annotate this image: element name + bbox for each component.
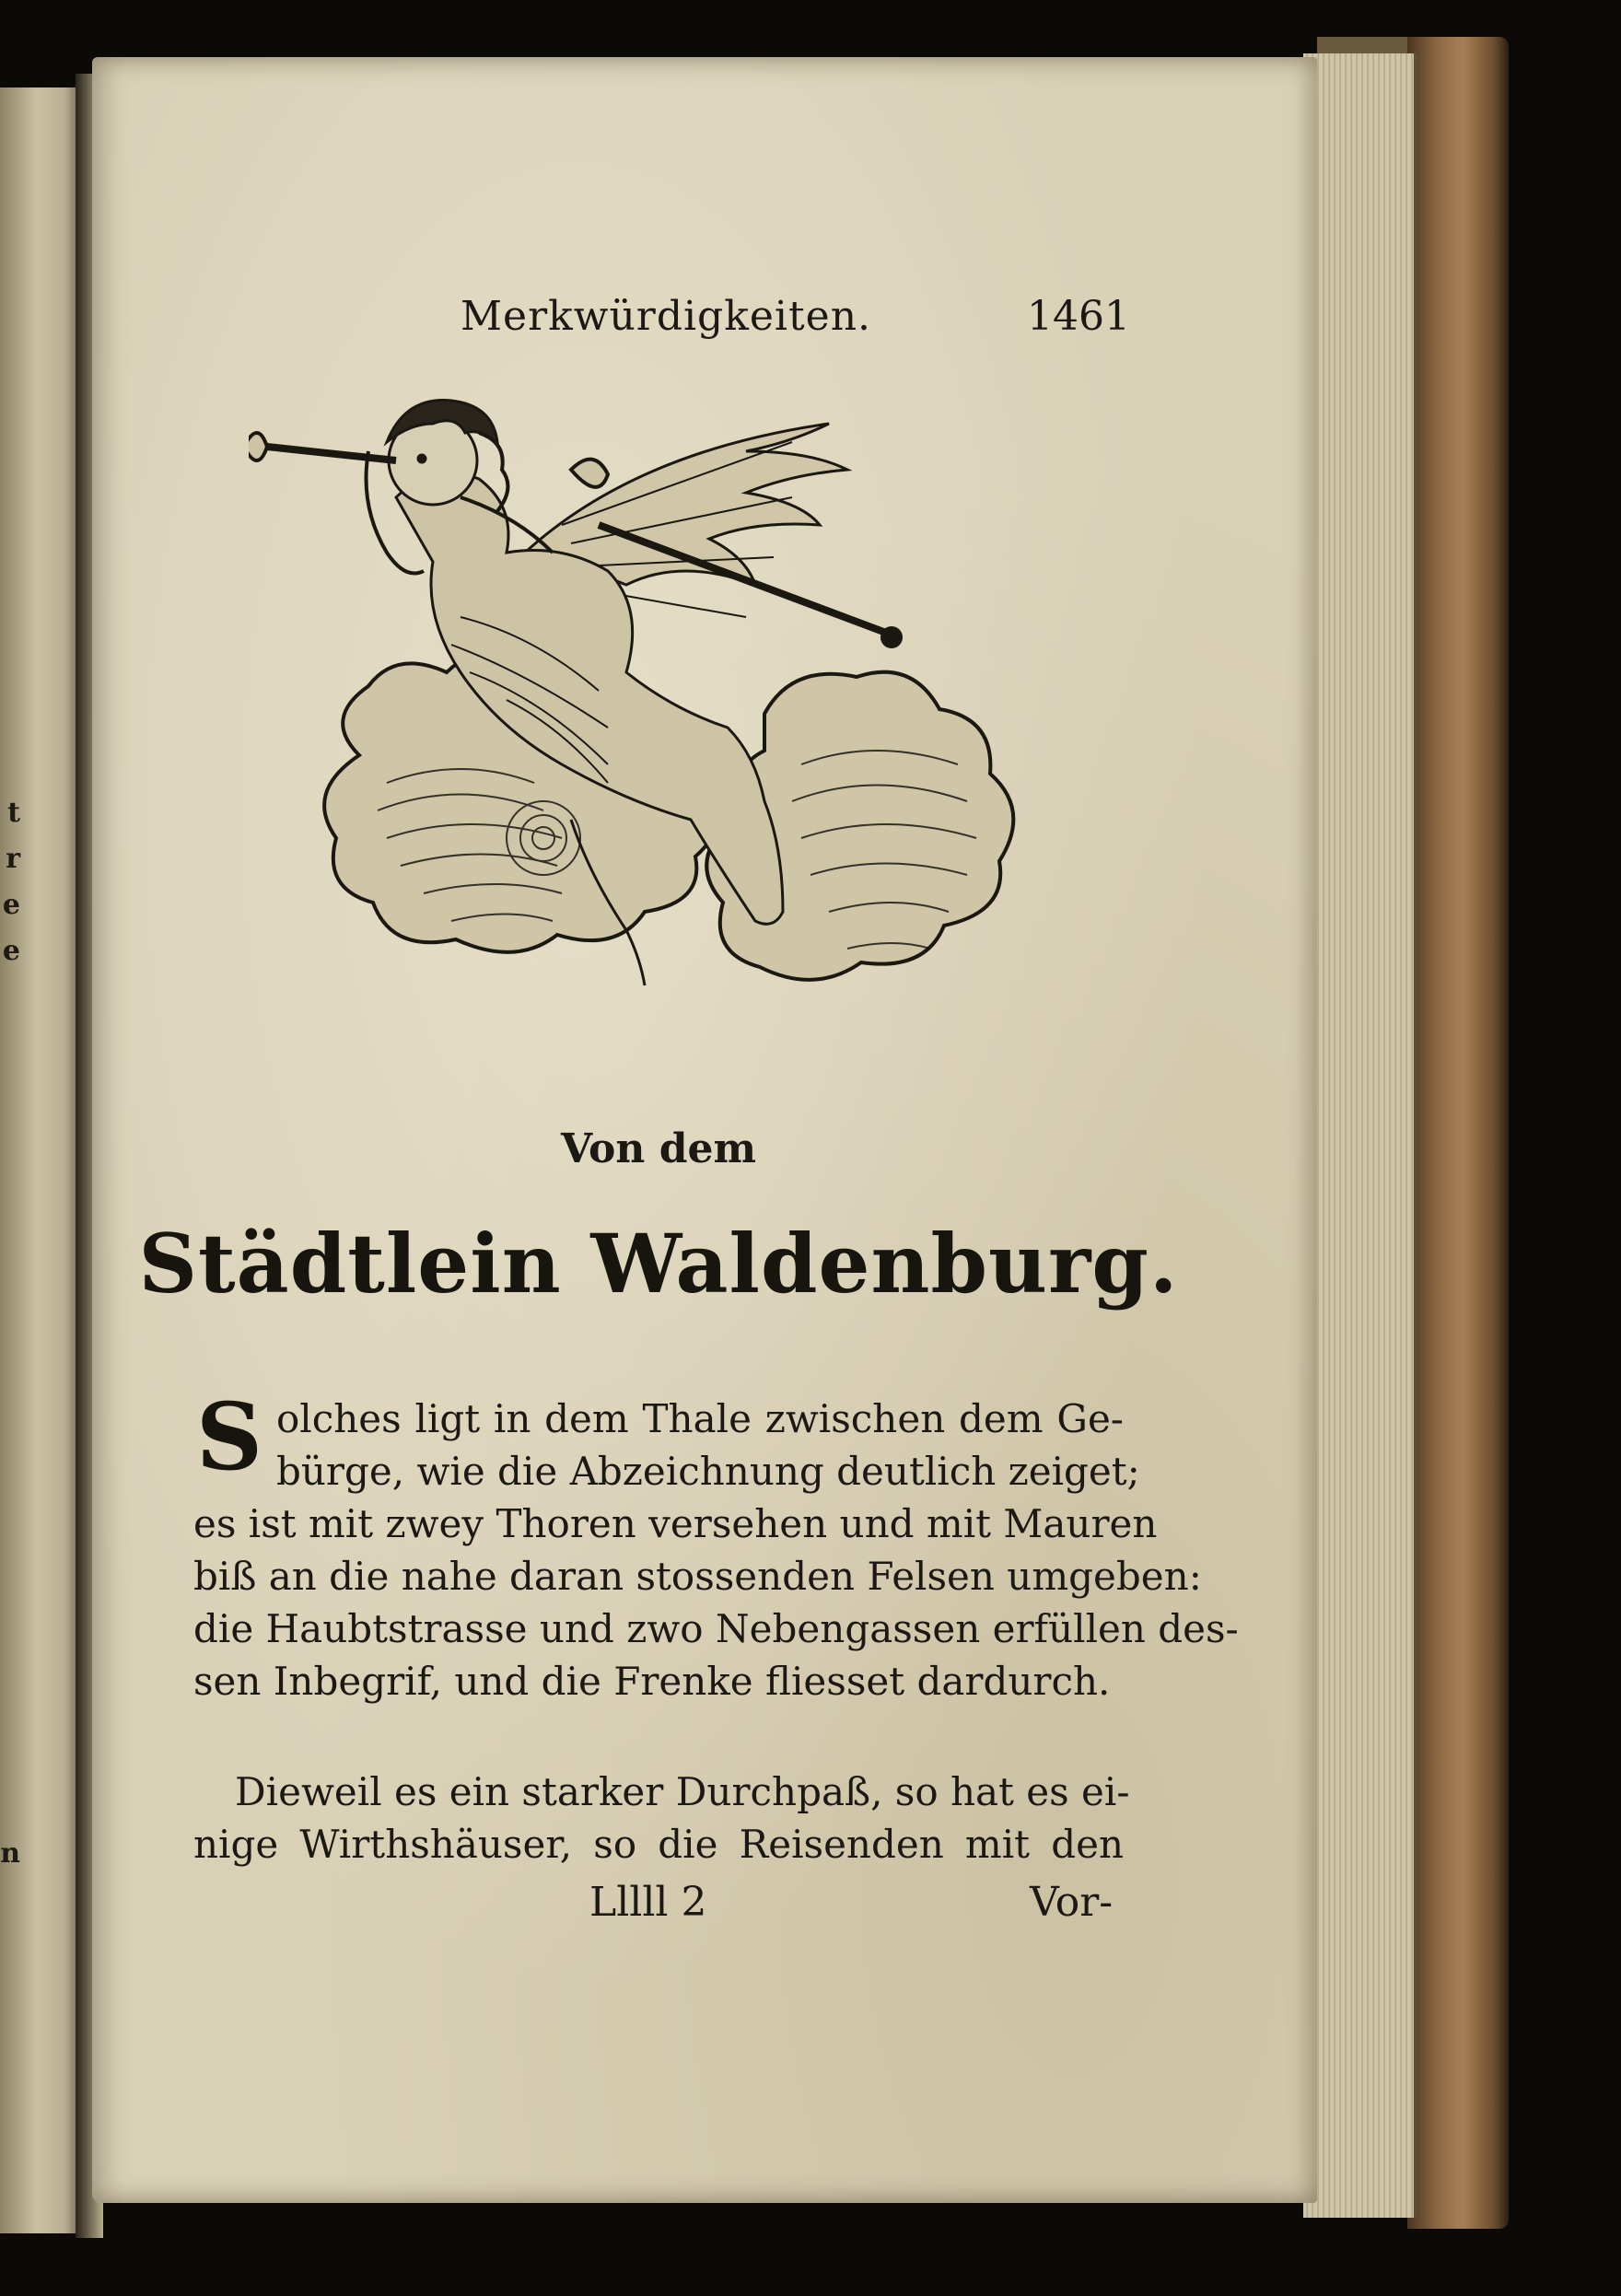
leather-cover <box>1407 37 1509 2229</box>
page-number: 1461 <box>1027 293 1130 340</box>
page-fore-edge <box>1303 53 1417 2218</box>
section-title: Städtlein Waldenburg. <box>138 1216 1179 1311</box>
left-page-glyph: e <box>2 889 20 921</box>
running-head: Merkwürdigkeiten. <box>461 293 872 340</box>
text-line: nige Wirthshäuser, so die Reisenden mit den <box>193 1822 1124 1867</box>
text-line: die Haubtstrasse und zwo Nebengassen erfüllen des- <box>193 1606 1239 1651</box>
left-page-glyph: n <box>0 1837 20 1870</box>
left-page-glyph: e <box>2 935 20 967</box>
left-page-glyph: t <box>7 797 20 829</box>
section-heading-von-dem: Von dem <box>560 1125 757 1172</box>
woodcut-angel-illustration <box>249 396 1096 1031</box>
text-line: sen Inbegrif, und die Frenke fliesset dardurch. <box>193 1659 1111 1704</box>
signature-mark: Lllll 2 <box>589 1879 707 1926</box>
text-line: bürge, wie die Abzeichnung deutlich zeiget; <box>276 1449 1140 1494</box>
drop-cap: S <box>195 1382 263 1491</box>
paragraph-2 <box>193 1766 1130 1871</box>
catchword: Vor- <box>1030 1879 1114 1926</box>
text-line: olches ligt in dem Thale zwischen dem Ge- <box>276 1396 1124 1441</box>
text-line: es ist mit zwey Thoren versehen und mit Mauren <box>193 1501 1158 1546</box>
text-line: Dieweil es ein starker Durchpaß, so hat es ei- <box>235 1769 1130 1814</box>
left-page-glyph: r <box>6 843 20 875</box>
text-line: biß an die nahe daran stossenden Felsen umgeben: <box>193 1554 1202 1599</box>
paragraph-1 <box>193 1393 1239 1707</box>
